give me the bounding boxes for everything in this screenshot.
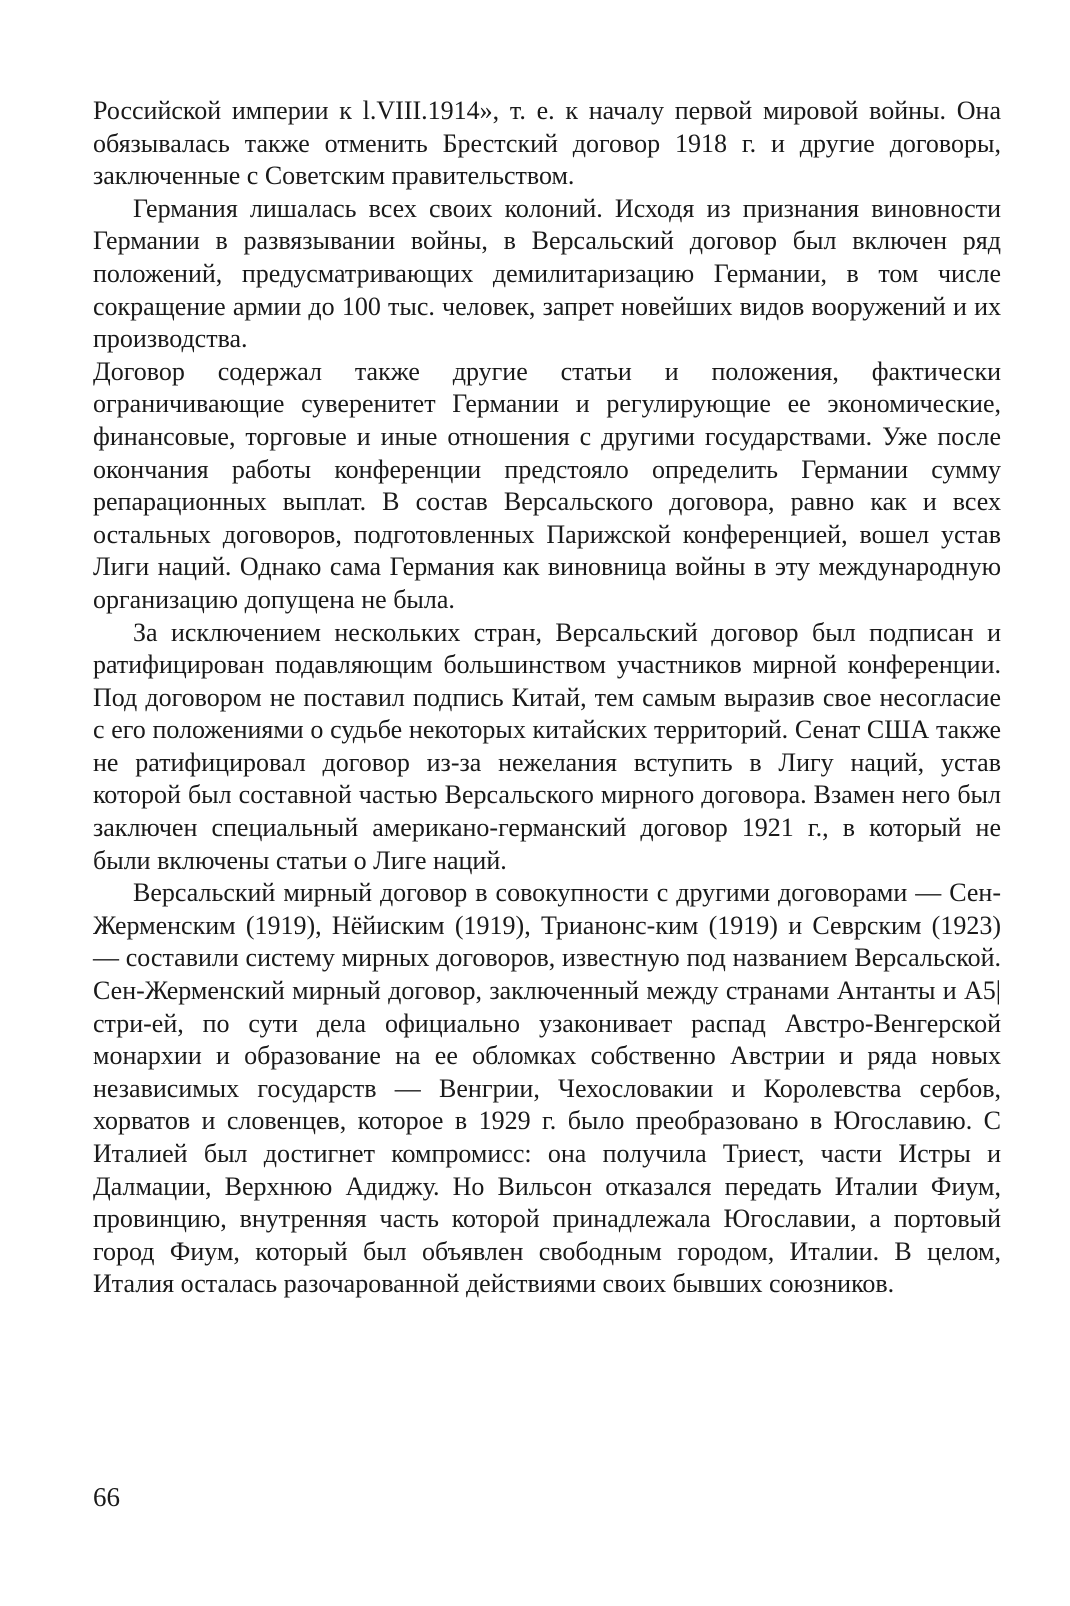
paragraph-germany-colonies: Германия лишалась всех своих колоний. Исходя из признания виновности Германии в развязывании войны, в Версальский договор был включен ряд положений, предусматривающих демилитаризацию Германии, в том числе сокращение армии до 100 тыс. человек, запрет новейших видов вооружений и их производства. [93, 193, 1001, 354]
page-number: 66 [93, 1482, 120, 1512]
page-body [93, 95, 1001, 1301]
paragraph-versailles-system: Версальский мирный договор в совокупности с другими договорами — Сен-Жерменским (1919), Нёйиским (1919), Трианонс-ким (1919) и Севрским (1923) — составили систему мирных договоров, известную под названием Версальской. Сен-Жерменский мирный договор, заключенный между странами Антанты и А5|стри-ей, по сути дела официально узаконивает распад Австро-Венгерской монархии и образование на ее обломках собственно Австрии и ряда новых независимых государств — Венгрии, Чехословакии и Королевства сербов, хорватов и словенцев, которое в 1929 г. было преобразовано в Югославию. С Италией был достигнет компромисс: она получила Триест, части Истры и Далмации, Верхнюю Адиджу. Но Вильсон отказался передать Италии Фиум, провинцию, внутренняя часть которой принадлежала Югославии, а портовый город Фиум, который был объявлен свободным городом, Италии. В целом, Италия осталась разочарованной действиями своих бывших союзников. [93, 878, 1001, 1299]
paragraph-continuation: Российской империи к l.VIII.1914», т. е. к началу первой мировой войны. Она обязывалась также отменить Брестский договор 1918 г. и другие договоры, заключенные с Советским правительством. [93, 96, 1001, 191]
paragraph-treaty-provisions: Договор содержал также другие статьи и положения, фактически ограничивающие суверенитет Германии и регулирующие ее экономические, финансовые, торговые и иные отношения с другими государствами. Уже после окончания работы конференции предстояло определить Германии сумму репарационных выплат. В состав Версальского договора, равно как и всех остальных договоров, подготовленных Парижской конференцией, вошел устав Лиги наций. Однако сама Германия как виновница войны в эту международную организацию допущена не была. [93, 356, 1001, 614]
paragraph-ratification: За исключением нескольких стран, Версальский договор был подписан и ратифицирован подавляющим большинством участников мирной конференции. Под договором не поставил подпись Китай, тем самым выразив свое несогласие с его положениями о судьбе некоторых китайских территорий. Сенат США также не ратифицировал договор из-за нежелания вступить в Лигу наций, устав которой был составной частью Версальского мирного договора. Взамен него был заключен специальный американо-германский договор 1921 г., в который не были включены статьи о Лиге наций. [93, 617, 1001, 875]
